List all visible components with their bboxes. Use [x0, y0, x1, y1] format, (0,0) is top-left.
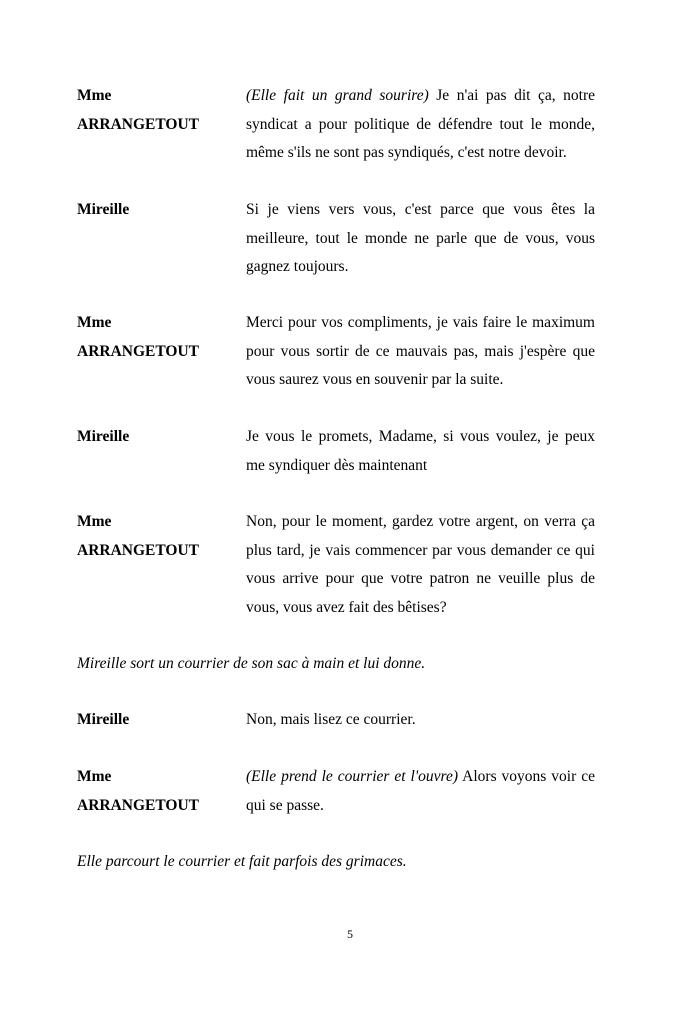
stage-direction: Mireille sort un courrier de son sac à main et lui donne.	[77, 655, 426, 672]
dialogue-text: Je n'ai pas dit ça, notre syndicat a pour politique de défendre tout le monde, même s'ils ne sont pas syndiqués, c'est notre devoir.	[246, 87, 595, 161]
dialogue-text: Merci pour vos compliments, je vais faire le maximum pour vous sortir de ce mauvais pas, mais j'espère que vous saurez vous en souvenir par la suite.	[246, 314, 595, 388]
speaker-name-line1: Mireille	[77, 711, 130, 728]
dialogue-line	[246, 82, 595, 168]
dialogue-line	[246, 763, 595, 820]
speaker-name-line1: Mme	[77, 768, 112, 785]
stage-direction-inline: (Elle fait un grand sourire)	[246, 87, 429, 104]
speaker-name-line2: ARRANGETOUT	[77, 796, 200, 814]
dialogue-text: Alors voyons voir ce qui se passe.	[246, 768, 595, 814]
speaker-name	[77, 423, 237, 452]
page-number: 5	[347, 927, 353, 941]
dialogue-line	[246, 423, 595, 480]
speaker-name-line1: Mme	[77, 314, 112, 331]
dialogue-text: Non, pour le moment, gardez votre argent, on verra ça plus tard, je vais commencer par vous demander ce qui vous arrive pour que votre patron ne veuille plus de vous, vous avez fait des bêtises?	[246, 513, 595, 616]
stage-direction: Elle parcourt le courrier et fait parfois des grimaces.	[77, 853, 407, 870]
dialogue-line	[246, 196, 595, 282]
speaker-name-line1: Mireille	[77, 428, 130, 445]
dialogue-text: Je vous le promets, Madame, si vous voulez, je peux me syndiquer dès maintenant	[246, 428, 595, 474]
speaker-name-line2: ARRANGETOUT	[77, 115, 200, 133]
dialogue-text: Si je viens vers vous, c'est parce que vous êtes la meilleure, tout le monde ne parle que de vous, vous gagnez toujours.	[246, 201, 595, 275]
speaker-name-line1: Mireille	[77, 201, 130, 218]
dialogue-text: Non, mais lisez ce courrier.	[246, 711, 416, 728]
stage-direction-inline: (Elle prend le courrier et l'ouvre)	[246, 768, 459, 785]
speaker-name	[77, 196, 237, 225]
speaker-name-line1: Mme	[77, 87, 112, 104]
speaker-name	[77, 706, 237, 735]
speaker-name-line2: ARRANGETOUT	[77, 342, 200, 360]
speaker-name	[77, 763, 237, 820]
dialogue-line	[246, 508, 595, 622]
speaker-name	[77, 508, 237, 565]
speaker-name	[77, 309, 237, 366]
speaker-name-line1: Mme	[77, 513, 112, 530]
dialogue-line	[246, 706, 595, 735]
speaker-name	[77, 82, 237, 139]
dialogue-line	[246, 309, 595, 395]
speaker-name-line2: ARRANGETOUT	[77, 541, 200, 559]
